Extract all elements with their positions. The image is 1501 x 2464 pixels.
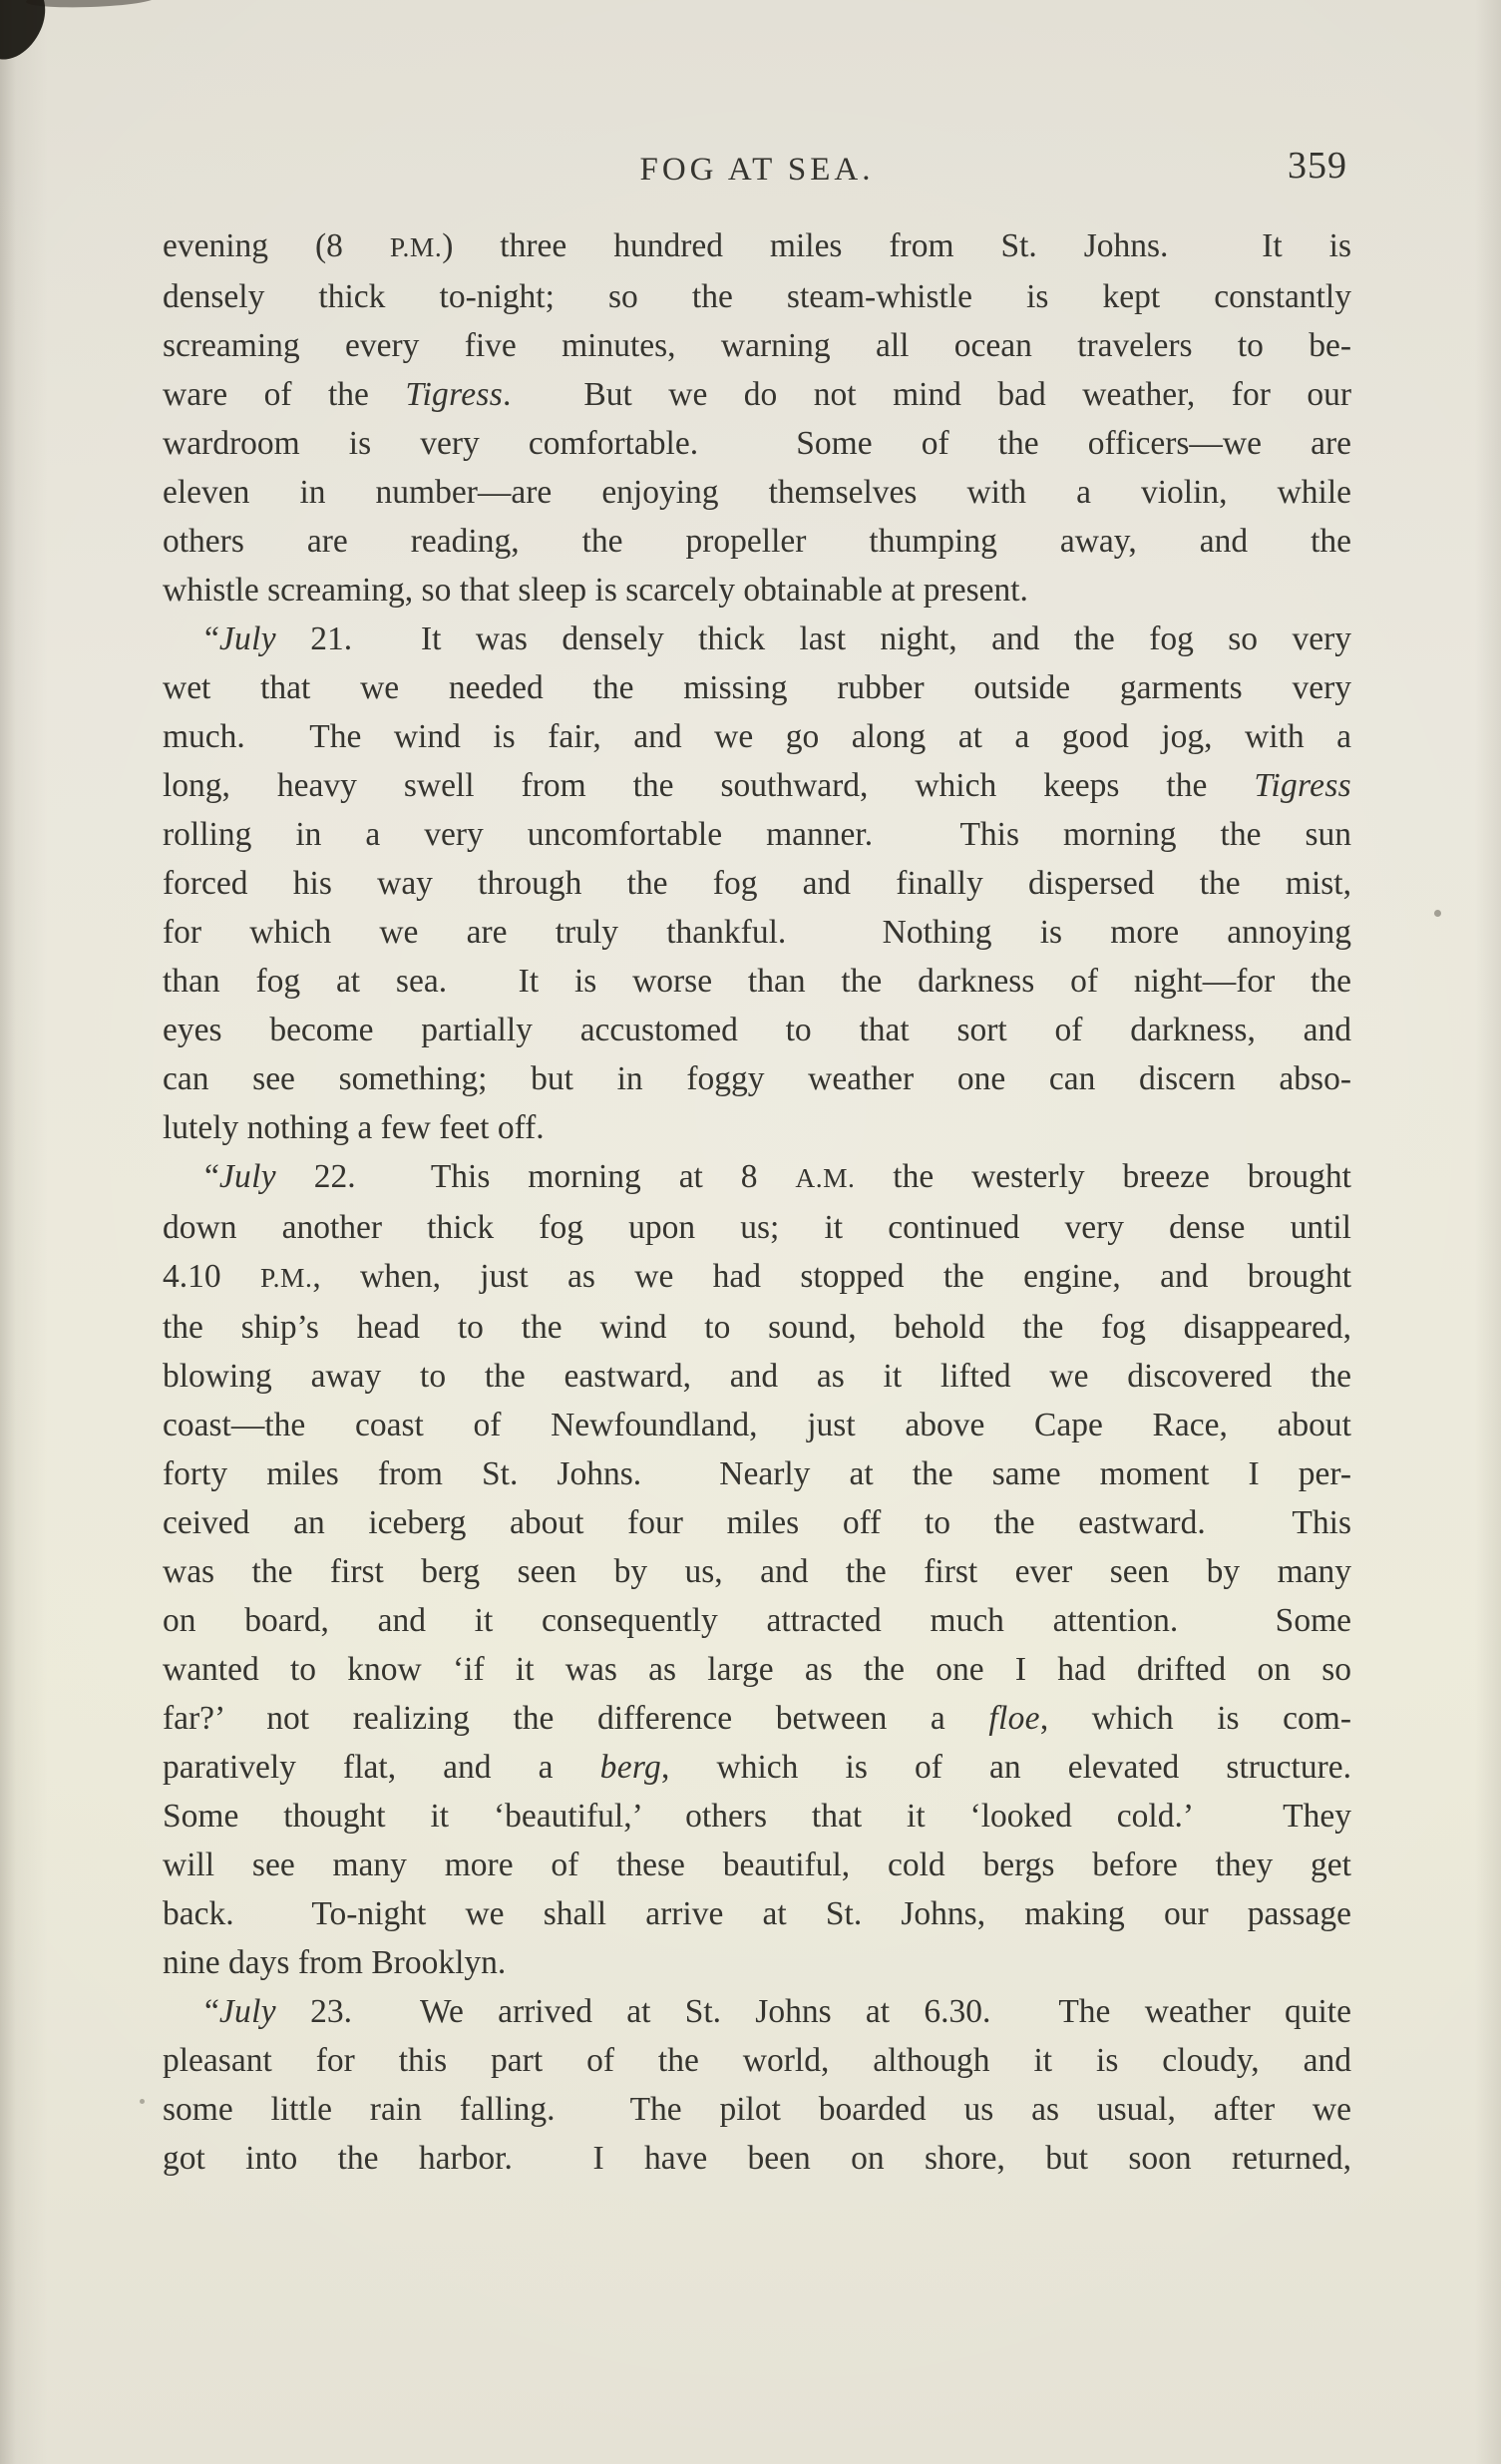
text-line: on board, and it consequently attracted much attention. Some: [163, 1602, 1351, 1639]
text-line: “July 22. This morning at 8 A.M. the westerly breeze brought: [204, 1158, 1351, 1195]
text-line: ceived an iceberg about four miles off to the eastward. This: [163, 1504, 1351, 1541]
text-line: whistle screaming, so that sleep is scarcely obtainable at present.: [163, 572, 1028, 609]
paragraph: [163, 1987, 1351, 2183]
text-line: wardroom is very comfortable. Some of the officers—we are: [163, 425, 1351, 462]
text-line: long, heavy swell from the southward, which keeps the Tigress: [163, 767, 1351, 804]
text-line: was the first berg seen by us, and the first ever seen by many: [163, 1553, 1351, 1590]
text-line: ware of the Tigress. But we do not mind bad weather, for our: [163, 376, 1351, 413]
scan-speck-right-margin: [1434, 910, 1441, 917]
text-line: down another thick fog upon us; it continued very dense until: [163, 1209, 1351, 1246]
page-header: [163, 146, 1351, 198]
text-line: back. To-night we shall arrive at St. Johns, making our passage: [163, 1895, 1351, 1932]
paragraph: [163, 221, 1351, 615]
text-line: forty miles from St. Johns. Nearly at the same moment I per-: [163, 1455, 1351, 1492]
body-text: [163, 221, 1351, 2183]
text-line: nine days from Brooklyn.: [163, 1944, 507, 1981]
text-line: others are reading, the propeller thumping away, and the: [163, 523, 1351, 560]
text-line: far?’ not realizing the difference between a floe, which is com-: [163, 1700, 1351, 1737]
text-line: lutely nothing a few feet off.: [163, 1109, 545, 1146]
text-line: than fog at sea. It is worse than the darkness of night—for the: [163, 963, 1351, 1000]
text-line: got into the harbor. I have been on shore, but soon returned,: [163, 2140, 1351, 2177]
text-line: pleasant for this part of the world, although it is cloudy, and: [163, 2042, 1351, 2079]
running-title: FOG AT SEA.: [639, 152, 875, 188]
text-line: will see many more of these beautiful, cold bergs before they get: [163, 1847, 1351, 1883]
text-line: 4.10 P.M., when, just as we had stopped the engine, and brought: [163, 1258, 1351, 1295]
text-line: Some thought it ‘beautiful,’ others that it ‘looked cold.’ They: [163, 1798, 1351, 1835]
text-line: “July 23. We arrived at St. Johns at 6.30. The weather quite: [204, 1993, 1351, 2030]
scan-speck-left-margin: [140, 2099, 145, 2104]
text-line: rolling in a very uncomfortable manner. This morning the sun: [163, 816, 1351, 853]
page-number: 359: [1288, 145, 1347, 187]
text-line: for which we are truly thankful. Nothing is more annoying: [163, 914, 1351, 951]
text-line: can see something; but in foggy weather one can discern abso-: [163, 1060, 1351, 1097]
paragraph: [163, 615, 1351, 1152]
text-line: eleven in number—are enjoying themselves with a violin, while: [163, 474, 1351, 511]
text-line: screaming every five minutes, warning all ocean travelers to be-: [163, 327, 1351, 364]
text-line: blowing away to the eastward, and as it lifted we discovered the: [163, 1358, 1351, 1395]
text-line: wet that we needed the missing rubber outside garments very: [163, 669, 1351, 706]
text-line: eyes become partially accustomed to that sort of darkness, and: [163, 1012, 1351, 1048]
text-line: “July 21. It was densely thick last night, and the fog so very: [204, 620, 1351, 657]
text-line: forced his way through the fog and finally dispersed the mist,: [163, 865, 1351, 902]
text-line: wanted to know ‘if it was as large as the one I had drifted on so: [163, 1651, 1351, 1688]
text-line: much. The wind is fair, and we go along at a good jog, with a: [163, 718, 1351, 755]
text-line: coast—the coast of Newfoundland, just above Cape Race, about: [163, 1407, 1351, 1443]
paragraph: [163, 1152, 1351, 1987]
text-line: the ship’s head to the wind to sound, behold the fog disappeared,: [163, 1309, 1351, 1346]
scan-smudge-top-left: [0, 0, 56, 70]
text-line: evening (8 P.M.) three hundred miles from St. Johns. It is: [163, 227, 1352, 264]
text-line: paratively flat, and a berg, which is of an elevated structure.: [163, 1749, 1352, 1786]
text-line: some little rain falling. The pilot boarded us as usual, after we: [163, 2091, 1351, 2128]
text-line: densely thick to-night; so the steam-whistle is kept constantly: [163, 278, 1351, 315]
